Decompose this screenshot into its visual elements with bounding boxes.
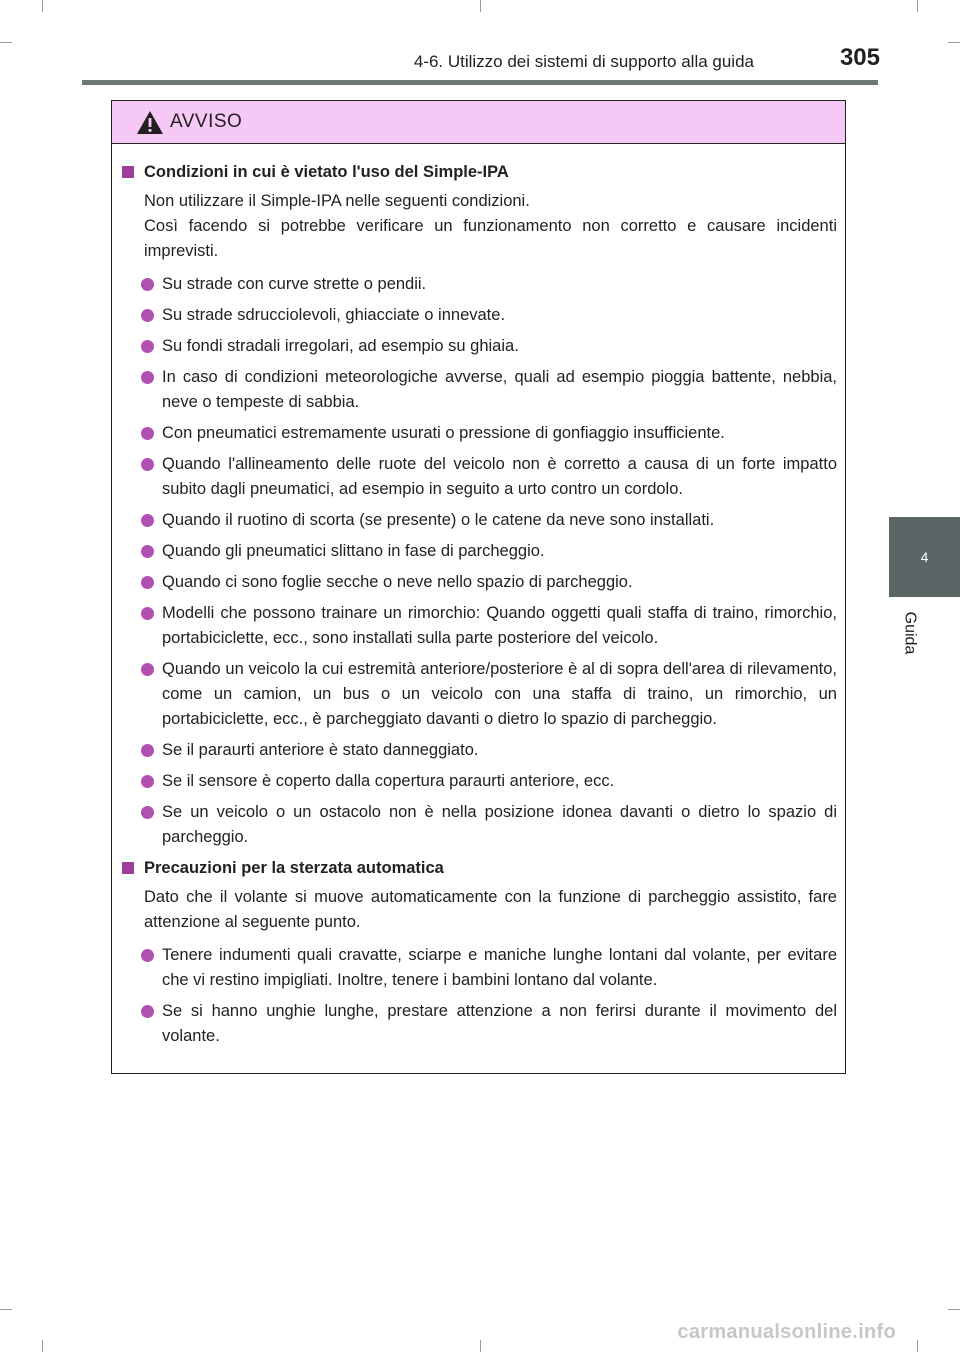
list-item: Se il paraurti anteriore è stato danneggiato. [120, 738, 837, 763]
warning-body [112, 144, 845, 1049]
crop-mark [948, 42, 960, 43]
warning-header [112, 101, 845, 144]
list-item: Quando un veicolo la cui estremità anteriore/posteriore è al di sopra dell'area di rilevamento, come un camion, un bus o un veicolo con una staffa di traino, un rimorchio, un portabiciclette, ecc., è parcheggiato davanti o dietro lo spazio di parcheggio. [120, 657, 837, 732]
paragraph: Non utilizzare il Simple-IPA nelle seguenti condizioni. Così facendo si potrebbe verificare un funzionamento non corretto e causare incidenti imprevisti. [144, 192, 837, 260]
crop-mark [480, 1340, 481, 1352]
warning-box [111, 100, 846, 1074]
list-item: Quando gli pneumatici slittano in fase di parcheggio. [120, 539, 837, 564]
crop-mark [42, 0, 43, 12]
crop-mark [42, 1340, 43, 1352]
list-item: Quando ci sono foglie secche o neve nello spazio di parcheggio. [120, 570, 837, 595]
warning-title: AVVISO [170, 111, 243, 132]
bullet-dot-icon [141, 663, 154, 676]
chapter-label [891, 598, 927, 668]
bullet-dot-icon [141, 309, 154, 322]
list-item: Se il sensore è coperto dalla copertura paraurti anteriore, ecc. [120, 769, 837, 794]
list-item: Con pneumatici estremamente usurati o pressione di gonfiaggio insufficiente. [120, 421, 837, 446]
list-item: Su fondi stradali irregolari, ad esempio su ghiaia. [120, 334, 837, 359]
crop-mark [480, 0, 481, 12]
list-item: In caso di condizioni meteorologiche avverse, quali ad esempio pioggia battente, nebbia, neve o tempeste di sabbia. [120, 365, 837, 415]
square-bullet-icon [122, 862, 134, 874]
bullet-dot-icon [141, 576, 154, 589]
crop-mark [948, 1309, 960, 1310]
bullet-dot-icon [141, 775, 154, 788]
bullet-dot-icon [141, 514, 154, 527]
bullet-dot-icon [141, 340, 154, 353]
chapter-tab [889, 517, 960, 597]
section-title: Condizioni in cui è vietato l'uso del Simple-IPA [120, 160, 837, 185]
bullet-dot-icon [141, 949, 154, 962]
crop-mark [0, 1309, 12, 1310]
warning-triangle-icon [136, 110, 164, 135]
list-item: Tenere indumenti quali cravatte, sciarpe e maniche lunghe lontani dal volante, per evitare che vi restino impigliati. Inoltre, tenere i bambini lontano dal volante. [120, 943, 837, 993]
crop-mark [917, 1340, 918, 1352]
bullet-dot-icon [141, 278, 154, 291]
bullet-dot-icon [141, 545, 154, 558]
bullet-dot-icon [141, 458, 154, 471]
bullet-dot-icon [141, 806, 154, 819]
square-bullet-icon [122, 166, 134, 178]
section-header: 4-6. Utilizzo dei sistemi di supporto alla guida [413, 52, 754, 71]
paragraph: Dato che il volante si muove automaticamente con la funzione di parcheggio assistito, fare attenzione al seguente punto. [144, 888, 837, 931]
chapter-number: 4 [920, 549, 929, 565]
list-item: Se si hanno unghie lunghe, prestare attenzione a non ferirsi durante il movimento del volante. [120, 999, 837, 1049]
watermark: carmanualsonline.info [677, 1321, 896, 1343]
bullet-dot-icon [141, 1005, 154, 1018]
header-rule [82, 80, 878, 85]
bullet-dot-icon [141, 607, 154, 620]
page-number: 305 [839, 44, 880, 71]
section-title: Precauzioni per la sterzata automatica [120, 856, 837, 881]
chapter-label-text: Guida [901, 611, 919, 655]
list-item: Se un veicolo o un ostacolo non è nella posizione idonea davanti o dietro lo spazio di parcheggio. [120, 800, 837, 850]
list-item: Quando l'allineamento delle ruote del veicolo non è corretto a causa di un forte impatto subito dagli pneumatici, ad esempio in seguito a urto contro un cordolo. [120, 452, 837, 502]
list-item: Quando il ruotino di scorta (se presente) o le catene da neve sono installati. [120, 508, 837, 533]
bullet-dot-icon [141, 371, 154, 384]
crop-mark [0, 42, 12, 43]
bullet-dot-icon [141, 427, 154, 440]
list-item: Modelli che possono trainare un rimorchio: Quando oggetti quali staffa di traino, rimorchio, portabiciclette, ecc., sono installati sulla parte posteriore del veicolo. [120, 601, 837, 651]
list-item: Su strade con curve strette o pendii. [120, 272, 837, 297]
crop-mark [917, 0, 918, 12]
list-item: Su strade sdrucciolevoli, ghiacciate o innevate. [120, 303, 837, 328]
bullet-dot-icon [141, 744, 154, 757]
